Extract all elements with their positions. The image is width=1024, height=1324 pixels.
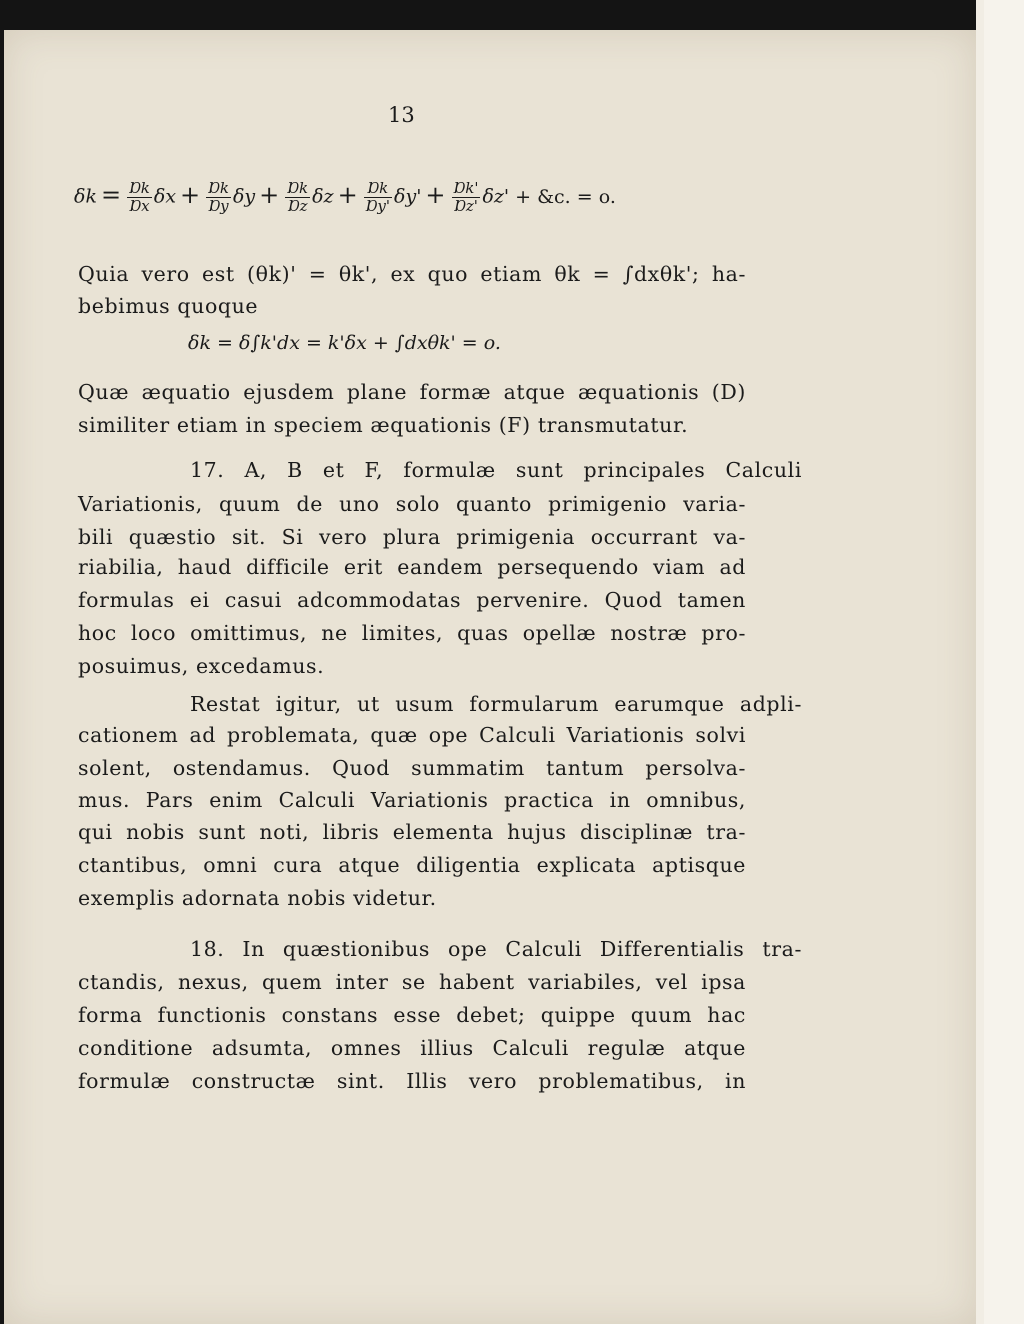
text-line-10: formulas ei casui adcommodatas pervenire. Quod tamen [78, 588, 746, 612]
text-line-14: cationem ad problemata, quæ ope Calculi Variationis solvi [78, 723, 746, 747]
eq1-var-4: δy' [394, 185, 422, 208]
eq1-lhs: δk [74, 185, 97, 208]
next-page-edge [976, 0, 1024, 1324]
text-line-2: bebimus quoque [78, 294, 259, 318]
eq1-var-2: δy [232, 185, 256, 208]
eq1-frac-3: $\frac{\text{Ɒk}}{\text{Ɒz}}$ [287, 179, 309, 215]
eq1-frac-2: $\frac{\text{Ɒk}}{\text{Ɒy}}$ [208, 179, 229, 215]
text-line-4: Quæ æquatio ejusdem plane formæ atque æquationis (D) [78, 380, 746, 404]
text-line-9: riabilia, haud difficile erit eandem persequendo viam ad [78, 555, 746, 579]
text-line-23: conditione adsumta, omnes illius Calculi regulæ atque [78, 1036, 746, 1060]
text-line-17: qui nobis sunt noti, libris elementa hujus disciplinæ tra- [78, 820, 746, 844]
eq1-frac-1: $\frac{\text{Ɒk}}{\text{Ɒx}}$ [129, 179, 150, 215]
text-line-19: exemplis adornata nobis videtur. [78, 886, 437, 910]
text-line-11: hoc loco omittimus, ne limites, quas opellæ nostræ pro- [78, 621, 746, 645]
text-line-18: ctantibus, omni cura atque diligentia explicata aptisque [78, 853, 746, 877]
eq1-var-1: δx [153, 185, 177, 208]
eq1-frac-4: $\frac{\text{Ɒk}}{\text{Ɒy'}}$ [365, 179, 391, 215]
text-line-7: Variationis, quum de uno solo quanto primigenio varia- [78, 492, 746, 516]
eq1-equals: = [100, 180, 122, 209]
text-line-8: bili quæstio sit. Si vero plura primigenia occurrant va- [78, 525, 746, 549]
eq1-tail: + &c. = o. [515, 185, 616, 208]
text-line-21: ctandis, nexus, quem inter se habent variabiles, vel ipsa [78, 970, 746, 994]
text-line-15: solent, ostendamus. Quod summatim tantum persolva- [78, 756, 746, 780]
text-line-22: forma functionis constans esse debet; quippe quum hac [78, 1003, 746, 1027]
equation-variation-k: δk = $\frac{\text{Ɒk}}{\text{Ɒx}}$ δx + $\frac{\text{Ɒk}}{\text{Ɒy}}$ δy + $\frac{\text{Ɒk}}{\text{Ɒz}}$ δz + $\frac{\text{Ɒk}}{\text{Ɒy'}}$ δy' + $\frac{\text{Ɒk'}}{\text{Ɒz'}}$ δz' + &c. = o. [74, 179, 616, 215]
eq1-var-5: δz' [482, 185, 510, 208]
eq1-frac-5: $\frac{\text{Ɒk'}}{\text{Ɒz'}}$ [453, 179, 479, 215]
text-line-12: posuimus, excedamus. [78, 654, 325, 678]
text-line-5: similiter etiam in speciem æquationis (F) transmutatur. [78, 413, 689, 437]
text-line-24: formulæ constructæ sint. Illis vero problematibus, in [78, 1069, 746, 1093]
equation-delta-k: δk = δ∫k'dx = k'δx + ∫dxθk' = o. [188, 332, 501, 354]
text-line-16: mus. Pars enim Calculi Variationis practica in omnibus, [78, 788, 746, 812]
page-number: 13 [388, 103, 415, 127]
text-line-13: Restat igitur, ut usum formularum earumque adpli- [190, 692, 802, 716]
eq1-var-3: δz [312, 185, 334, 208]
section-17-heading-line: 17. A, B et F, formulæ sunt principales Calculi [190, 458, 802, 482]
section-18-heading-line: 18. In quæstionibus ope Calculi Differentialis tra- [190, 937, 802, 961]
text-line-1: Quia vero est (θk)' = θk', ex quo etiam θk = ∫dxθk'; ha- [78, 262, 746, 286]
